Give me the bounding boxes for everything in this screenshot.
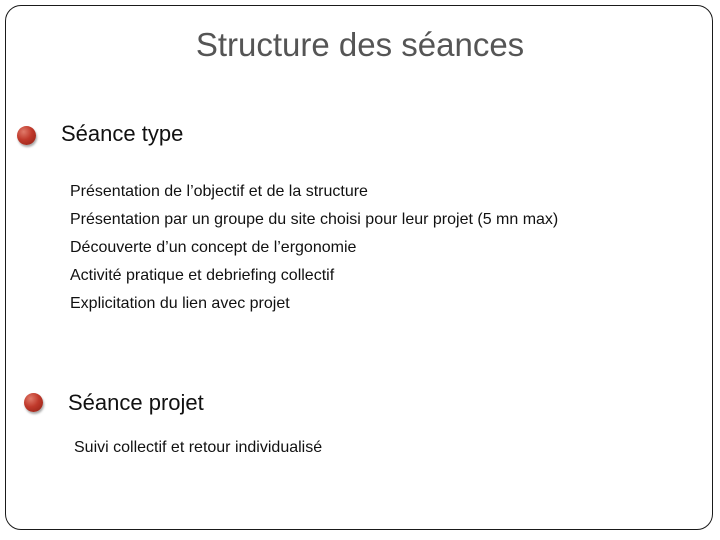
section-1-heading: Séance type: [61, 121, 184, 146]
section-1-bullet-icon: [17, 126, 36, 145]
list-item: Suivi collectif et retour individualisé: [74, 439, 323, 456]
section-2-list: [74, 434, 322, 462]
section-1-list: [70, 178, 558, 318]
section-2-bullet-icon: [24, 393, 43, 412]
section-2-heading: Séance projet: [68, 390, 204, 415]
list-item: Présentation par un groupe du site choisi pour leur projet (5 mn max): [70, 211, 559, 228]
list-item: Activité pratique et debriefing collectif: [70, 267, 335, 284]
list-item: Explicitation du lien avec projet: [70, 295, 290, 312]
list-item: Découverte d’un concept de l’ergonomie: [70, 239, 357, 256]
slide-title: Structure des séances: [195, 26, 525, 63]
list-item: Présentation de l’objectif et de la structure: [70, 183, 368, 200]
